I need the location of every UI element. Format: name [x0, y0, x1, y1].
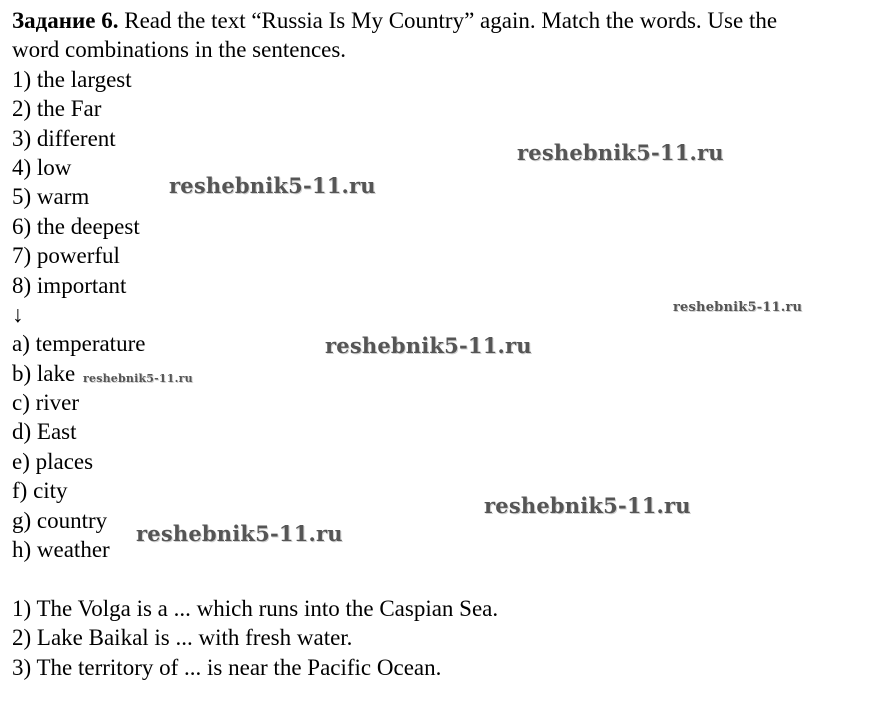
left-word-item: 2) the Far	[12, 96, 102, 122]
left-word-item: 4) low	[12, 154, 72, 180]
task-label: Задание 6.	[12, 8, 119, 33]
right-word-item: f) city	[12, 478, 68, 504]
watermark: reshebnik5-11.ru	[169, 173, 376, 198]
left-word-item: 8) important	[12, 272, 127, 298]
watermark: reshebnik5-11.ru	[673, 300, 803, 315]
task-instruction	[12, 6, 862, 35]
watermark: reshebnik5-11.ru	[136, 521, 343, 546]
left-word-item: 6) the deepest	[12, 213, 140, 239]
right-word-item: d) East	[12, 419, 77, 445]
left-word-item: 7) powerful	[12, 243, 120, 269]
left-word-item: 5) warm	[12, 184, 90, 210]
down-arrow-icon: ↓	[12, 301, 24, 327]
right-word-item: b) lake	[12, 360, 76, 386]
right-word-item: a) temperature	[12, 331, 146, 357]
right-word-item: g) country	[12, 507, 108, 533]
task-instruction-line-1: Read the text “Russia Is My Country” again. Match the words. Use the	[118, 8, 778, 33]
task-instruction-line-2: word combinations in the sentences.	[12, 37, 347, 63]
sentence-list	[12, 594, 862, 682]
watermark: reshebnik5-11.ru	[325, 333, 532, 358]
spacer	[12, 564, 862, 593]
left-word-item: 1) the largest	[12, 66, 132, 92]
left-word-item: 3) different	[12, 125, 116, 151]
right-word-item: h) weather	[12, 537, 110, 563]
watermark: reshebnik5-11.ru	[484, 493, 691, 518]
watermark: reshebnik5-11.ru	[83, 372, 193, 385]
sentence-item: 3) The territory of ... is near the Pacific Ocean.	[12, 654, 442, 680]
watermark: reshebnik5-11.ru	[517, 140, 724, 165]
right-word-item: e) places	[12, 448, 94, 474]
left-word-list	[12, 65, 862, 300]
sentence-item: 1) The Volga is a ... which runs into the Caspian Sea.	[12, 595, 499, 621]
sentence-item: 2) Lake Baikal is ... with fresh water.	[12, 625, 353, 651]
right-word-item: c) river	[12, 390, 80, 416]
